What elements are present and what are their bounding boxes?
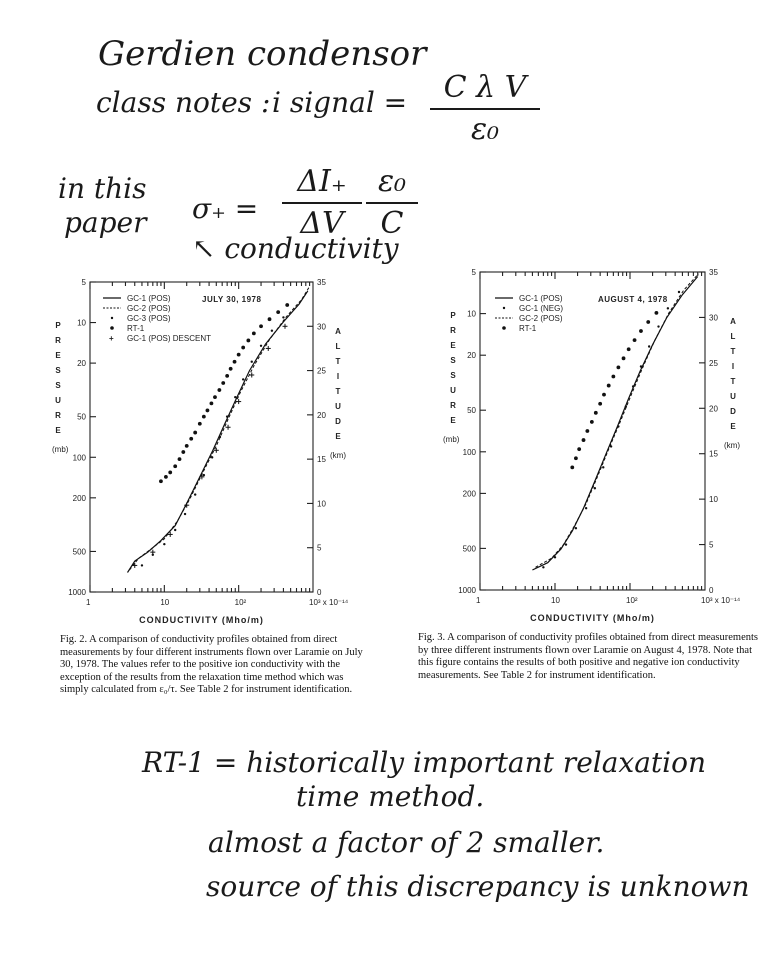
chart3-series-point: [646, 320, 650, 324]
note-title: Gerdien condensor: [98, 34, 427, 74]
note-bottom-line-4: source of this discrepancy is unknown: [206, 870, 750, 903]
chart3-plot-frame: [480, 272, 705, 590]
chart2-series-point: [225, 374, 229, 378]
chart2-series-point: [189, 437, 193, 441]
chart3-series-point: [622, 356, 626, 360]
chart2-legend-label: RT-1: [127, 324, 145, 333]
chart2-series-point: [206, 409, 210, 413]
chart3-series-point: [554, 556, 556, 558]
chart2-pressure-tick-label: 10: [77, 318, 86, 328]
chart3-altitude-tick-label: 35: [709, 268, 718, 277]
chart2-series-point: [178, 457, 182, 461]
chart3-pressure-label-letter: S: [450, 356, 456, 365]
chart2-series-point: [237, 353, 241, 357]
chart2-series-point: [164, 475, 168, 479]
chart2-series-point: [174, 529, 176, 531]
chart2-series-point: [193, 431, 197, 435]
chart3-series-point: [565, 543, 567, 545]
chart3-series-point: [598, 402, 602, 406]
chart2-series-point: [260, 345, 262, 347]
chart2-series-point: [229, 367, 233, 371]
chart2-series-point: [185, 444, 189, 448]
note-class-notes-lhs: i signal =: [272, 86, 408, 119]
chart3-legend-swatch-big-dot: [502, 326, 506, 330]
chart2-series-point: [159, 479, 163, 483]
chart3-altitude-label-letter: U: [730, 392, 736, 401]
chart2-pressure-label-letter: R: [55, 411, 61, 420]
chart2-altitude-tick-label: 25: [317, 366, 326, 376]
chart3-altitude-tick-label: 10: [709, 495, 718, 505]
chart2-series-point: [226, 415, 228, 417]
chart3-pressure-label-letter: E: [450, 416, 456, 425]
chart3-series-point: [655, 311, 659, 315]
chart2-altitude-label-letter: L: [335, 342, 341, 351]
figure-2-caption: Fig. 2. A comparison of conductivity profiles obtained from direct measurements by four different instruments flown over Laramie on July 30, 1978. The values refer to the positive ion conductivity with the exception of the results from the relaxation time method which was simply calculated from ε₀/τ. See Table 2 for instrument identification.: [60, 634, 363, 695]
chart2-legend-label: GC-1 (POS) DESCENT: [127, 334, 212, 343]
chart2-x-tick-label: 10²: [234, 598, 247, 607]
chart2-pressure-label-letter: E: [55, 351, 61, 360]
fraction-numerator: ΔI₊: [297, 164, 347, 199]
chart2-pressure-tick-label: 1000: [68, 588, 86, 597]
note-conductivity: ↖ conductivity: [192, 232, 399, 265]
chart3-altitude-tick-label: 5: [709, 540, 714, 550]
chart3-pressure-tick-label: 1000: [458, 586, 476, 595]
chart3-series-point: [577, 447, 581, 451]
chart3-series-point: [602, 393, 606, 397]
note-bottom-line-3: almost a factor of 2 smaller.: [208, 826, 605, 859]
chart2-pressure-tick-label: 20: [77, 359, 86, 369]
chart3-series-point: [639, 329, 643, 333]
chart2-altitude-tick-label: 20: [317, 410, 326, 420]
chart3-series-point: [590, 420, 594, 424]
chart2-series-point: [241, 346, 245, 350]
chart2-pressure-label-letter: U: [55, 396, 61, 405]
chart2-legend-label: GC-3 (POS): [127, 314, 171, 323]
chart3-pressure-tick-label: 50: [467, 406, 476, 416]
chart2-series-point: [285, 303, 289, 307]
chart3-series-point: [640, 365, 642, 367]
fraction-numerator: C λ V: [443, 70, 527, 105]
note-paper-label-2: paper: [64, 206, 147, 239]
chart2-series-point: [246, 339, 250, 343]
chart2-altitude-label-letter: E: [335, 432, 341, 441]
chart2-altitude-tick-label: 15: [317, 455, 326, 465]
chart3-altitude-label-letter: A: [730, 317, 736, 326]
chart2-pressure-tick-label: 100: [72, 453, 86, 463]
chart3-series-point: [542, 566, 544, 568]
chart2-series-point: [251, 361, 253, 363]
chart3-pressure-label-letter: R: [450, 401, 456, 410]
chart3-series-point: [594, 487, 596, 489]
chart3-altitude-tick-label: 20: [709, 404, 718, 414]
chart2-series-point: [203, 474, 205, 476]
fraction-denominator: ΔV: [300, 206, 344, 241]
note-bottom-line-1: RT-1 = historically important relaxation: [142, 746, 706, 779]
note-class-notes-label: class notes :: [96, 86, 271, 119]
chart3-series-point: [633, 338, 637, 342]
chart3-legend-label: RT-1: [519, 324, 537, 333]
chart3-legend-label: GC-2 (POS): [519, 314, 563, 323]
chart3-pressure-tick-label: 500: [462, 544, 476, 554]
chart3-legend-swatch-dot: [503, 307, 505, 309]
chart3-pressure-tick-label: 200: [462, 489, 476, 499]
chart2-series-point: [233, 360, 237, 364]
chart2-altitude-unit: (km): [330, 451, 346, 460]
chart2-series-point: [141, 564, 143, 566]
chart3-series-point: [574, 456, 578, 460]
chart2-series-line: [130, 286, 310, 570]
fraction-numerator: ε₀: [377, 164, 407, 199]
chart2-series-point: [168, 471, 172, 475]
note-paper-label-1: in this: [58, 172, 147, 205]
chart3-series-point: [585, 429, 589, 433]
chart3-series-point: [616, 366, 620, 370]
chart2-series-point: [221, 381, 225, 385]
chart2-date-title: JULY 30, 1978: [202, 295, 262, 304]
chart3-series-point: [632, 385, 634, 387]
chart3-series-point: [582, 438, 586, 442]
chart2-series-point: [217, 388, 221, 392]
chart2-altitude-tick-label: 5: [317, 543, 322, 553]
chart3-series-point: [648, 345, 650, 347]
chart2-pressure-label-letter: S: [55, 381, 61, 390]
chart3-altitude-label-letter: D: [730, 407, 736, 416]
chart3-series-point: [667, 307, 669, 309]
chart2-series-point: [184, 513, 186, 515]
chart2-legend-swatch-dot: [111, 317, 113, 319]
chart2-x-tick-label: 10³ x 10⁻¹⁴: [309, 598, 349, 607]
chart3-series-point: [657, 325, 659, 327]
chart2-series-point: [163, 543, 165, 545]
chart3-x-axis-title: CONDUCTIVITY (Mho/m): [530, 613, 655, 623]
chart3-series-point: [570, 465, 574, 469]
chart3-series-point: [607, 384, 611, 388]
chart3-series-point: [602, 466, 604, 468]
chart2-altitude-tick-label: 35: [317, 278, 326, 287]
chart2-series-point: [181, 450, 185, 454]
chart2-pressure-label-letter: P: [55, 321, 61, 330]
chart2-legend-swatch-cross: +: [109, 334, 114, 343]
chart2-series-point: [194, 493, 196, 495]
note-paper-lhs: σ₊ =: [192, 192, 259, 225]
chart2-altitude-tick-label: 10: [317, 499, 326, 509]
chart2-pressure-label-letter: R: [55, 336, 61, 345]
chart2-pressure-tick-label: 5: [81, 278, 86, 287]
chart2-pressure-tick-label: 500: [72, 547, 86, 557]
chart2-series-point: [276, 310, 280, 314]
chart2-plot-frame: [90, 282, 313, 592]
chart2-series-point: [242, 378, 244, 380]
chart3-pressure-label-letter: S: [450, 371, 456, 380]
chart3-x-tick-label: 10²: [626, 596, 638, 605]
chart3-altitude-label-letter: E: [730, 422, 736, 431]
chart2-legend-label: GC-2 (POS): [127, 304, 171, 313]
chart3-x-tick-label: 10³ x 10⁻¹⁴: [701, 596, 741, 605]
chart2-series-point: [252, 331, 256, 335]
chart3-altitude-label-letter: T: [730, 347, 736, 356]
chart2-x-tick-label: 10: [160, 598, 170, 607]
chart3-altitude-label-letter: I: [731, 362, 735, 371]
chart3-pressure-label-letter: P: [450, 311, 456, 320]
chart2-pressure-unit: (mb): [52, 445, 69, 454]
chart2-x-axis-title: CONDUCTIVITY (Mho/m): [139, 615, 264, 625]
chart3-altitude-tick-label: 15: [709, 449, 718, 459]
chart3-series-point: [575, 527, 577, 529]
chart2-series-point: [213, 395, 217, 399]
chart3-series-point: [585, 507, 587, 509]
chart3-altitude-tick-label: 30: [709, 313, 718, 323]
chart2-series-point: [234, 396, 236, 398]
chart3-pressure-tick-label: 100: [462, 447, 476, 457]
chart2-altitude-label-letter: T: [335, 387, 341, 396]
chart2-series-point: [219, 436, 221, 438]
chart3-pressure-unit: (mb): [443, 435, 460, 444]
chart2-pressure-label-letter: E: [55, 426, 61, 435]
chart3-altitude-tick-label: 0: [709, 586, 714, 595]
chart2-altitude-label-letter: T: [335, 357, 341, 366]
chart3-series-point: [678, 291, 680, 293]
chart3-series-point: [627, 347, 631, 351]
fraction-denominator: ε₀: [470, 112, 500, 147]
chart2-series-point: [202, 415, 206, 419]
chart3-pressure-tick-label: 20: [467, 351, 476, 361]
chart3-series-point: [611, 375, 615, 379]
chart3-altitude-label-letter: L: [730, 332, 736, 341]
chart2-series-point: [210, 401, 214, 405]
chart2-legend-swatch-big-dot: [110, 326, 114, 330]
chart3-altitude-label-letter: T: [730, 377, 736, 386]
chart3-altitude-unit: (km): [724, 441, 740, 450]
chart2-altitude-tick-label: 0: [317, 588, 322, 597]
chart3-series-point: [594, 411, 598, 415]
figure-3-caption: Fig. 3. A comparison of conductivity profiles obtained from direct measurements by three different instruments flown over Laramie on August 4, 1978. Note that this figure contains the results of both positive and negative ion conductivity measurements. See Table 2 for instrument identification.: [418, 632, 759, 681]
fraction-denominator: C: [380, 206, 404, 241]
chart3-pressure-label-letter: E: [450, 341, 456, 350]
chart2-series-point: [282, 316, 284, 318]
chart2-series-point: [198, 422, 202, 426]
note-bottom-line-2: time method.: [296, 780, 485, 813]
chart3-x-tick-label: 1: [476, 596, 481, 605]
chart2-legend-label: GC-1 (POS): [127, 294, 171, 303]
chart2-series-point: [211, 456, 213, 458]
chart2-altitude-label-letter: U: [335, 402, 341, 411]
chart2-series-point: [173, 464, 177, 468]
chart3-pressure-label-letter: U: [450, 386, 456, 395]
chart2-altitude-label-letter: I: [336, 372, 340, 381]
chart3-pressure-tick-label: 10: [467, 309, 476, 319]
chart2-altitude-label-letter: A: [335, 327, 341, 336]
chart3-pressure-tick-label: 5: [471, 268, 476, 277]
chart2-pressure-tick-label: 50: [77, 412, 86, 422]
chart2-pressure-tick-label: 200: [72, 493, 86, 503]
chart2-series-point: [271, 330, 273, 332]
chart2-series-point: [268, 317, 272, 321]
chart3-pressure-label-letter: R: [450, 326, 456, 335]
chart2-altitude-tick-label: 30: [317, 322, 326, 332]
chart3-altitude-tick-label: 25: [709, 358, 718, 368]
chart3-date-title: AUGUST 4, 1978: [598, 295, 668, 304]
chart2-x-tick-label: 1: [86, 598, 91, 607]
chart2-altitude-label-letter: D: [335, 417, 341, 426]
chart3-legend-label: GC-1 (NEG): [519, 304, 563, 313]
chart3-x-tick-label: 10: [551, 596, 560, 605]
chart3-legend-label: GC-1 (POS): [519, 294, 563, 303]
chart2-pressure-label-letter: S: [55, 366, 61, 375]
chart2-series-point: [259, 324, 263, 328]
